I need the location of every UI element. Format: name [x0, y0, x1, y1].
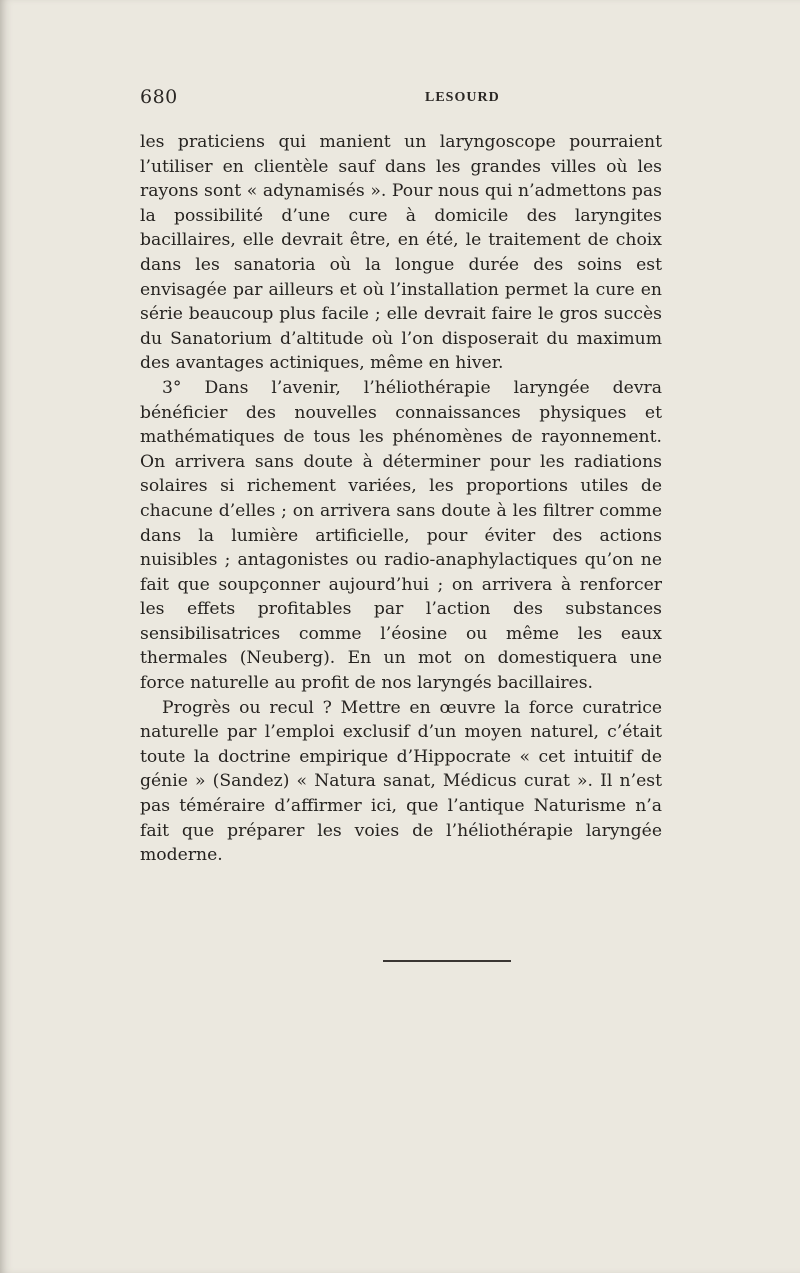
running-head: LESOURD	[425, 90, 500, 105]
page-header	[140, 86, 660, 112]
section-end-rule	[383, 960, 511, 962]
body-text	[140, 130, 662, 868]
paragraph-2: 3° Dans l’avenir, l’héliothérapie laryngée devra bénéficier des nouvelles connaissances physiques et mathématiques de tous les phénomènes de rayonnement. On arrivera sans doute à déterminer pour les radiations solaires si richement variées, les proportions utiles de chacune d’elles ; on arrivera sans doute à les filtrer comme dans la lumière artificielle, pour éviter des actions nuisibles ; antagonistes ou radio-anaphylactiques qu’on ne fait que soupçonner aujourd’hui ; on arrivera à renforcer les effets profitables par l’action des substances sensibilisatrices comme l’éosine ou même les eaux thermales (Neuberg). En un mot on domestiquera une force naturelle au profit de nos laryngés bacillaires.	[140, 377, 662, 694]
paragraph-1: les praticiens qui manient un laryngoscope pourraient l’utiliser en clientèle sauf dans les grandes villes où les rayons sont « adynamisés ». Pour nous qui n’admettons pas la possibilité d’une cure à domicile des laryngites bacillaires, elle devrait être, en été, le traitement de choix dans les sanatoria où la longue durée des soins est envisagée par ailleurs et où l’installation permet la cure en série beaucoup plus facile ; elle devrait faire le gros succès du Sanatorium d’altitude où l’on disposerait du maximum des avantages actiniques, même en hiver.	[140, 132, 662, 374]
page-number: 680	[140, 86, 178, 108]
paragraph-3: Progrès ou recul ? Mettre en œuvre la force curatrice naturelle par l’emploi exclusif d’un moyen naturel, c’était toute la doctrine empirique d’Hippocrate « cet intuitif de génie » (Sandez) « Natura sanat, Médicus curat ». Il n’est pas téméraire d’affirmer ici, que l’antique Naturisme n’a fait que préparer les voies de l’héliothérapie laryngée moderne.	[140, 697, 662, 866]
